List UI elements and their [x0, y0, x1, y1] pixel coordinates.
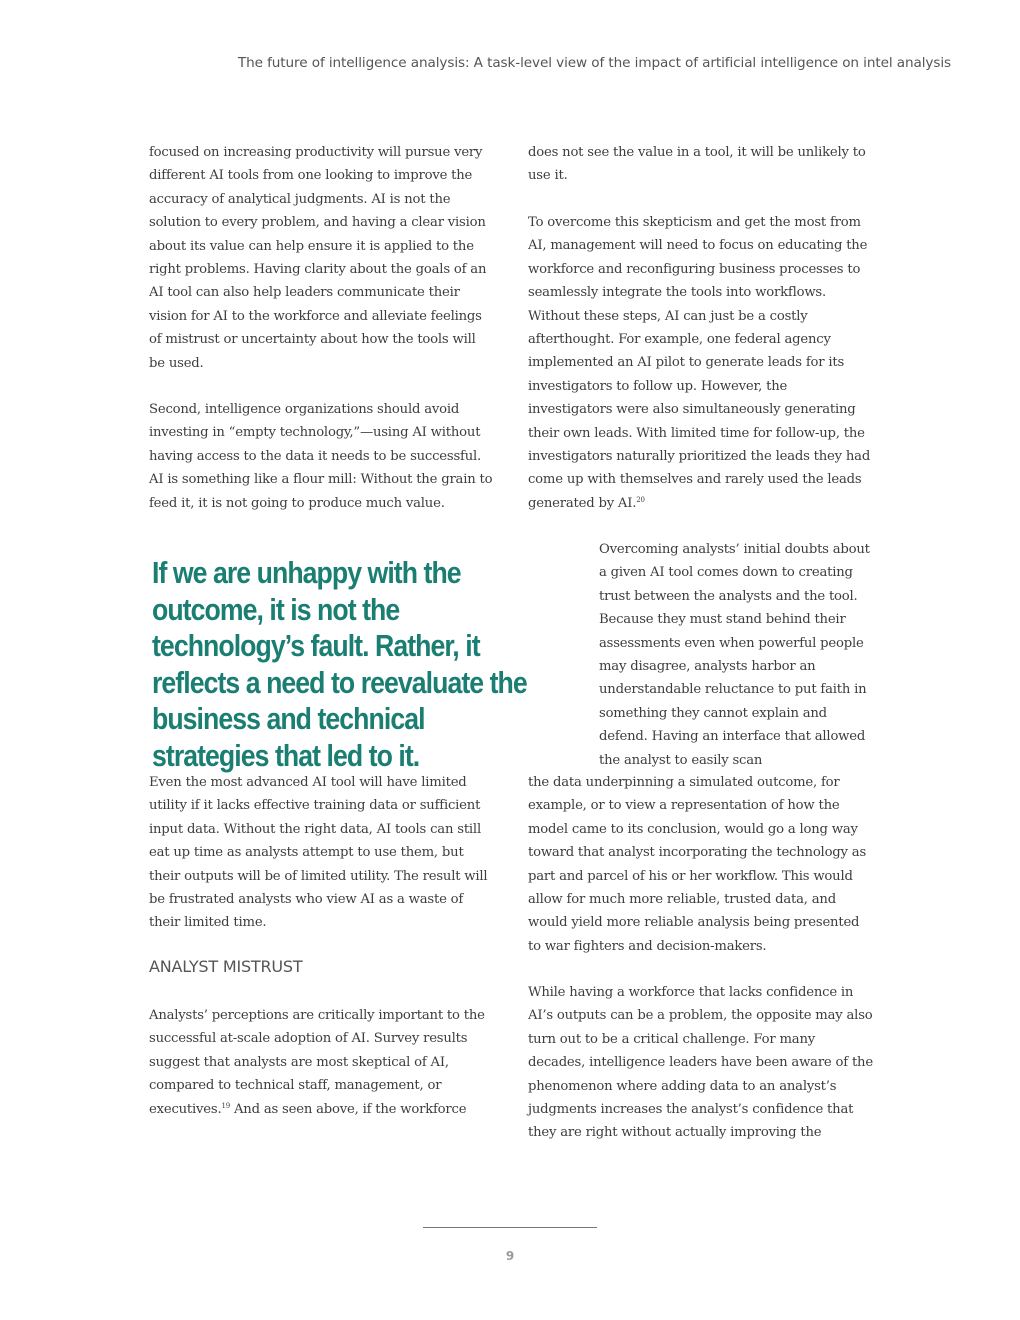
right-paragraph-4: While having a workforce that lacks confidence in AI’s outputs can be a problem, the opposite may also turn out to be a critical challenge. For many decades, intelligence leaders have been aware of the phenomenon where adding data to an analyst’s judgments increases the analyst’s confidence that they are right without actually improving the [528, 985, 873, 1141]
left-paragraph-3: Even the most advanced AI tool will have limited utility if it lacks effective training data or sufficient input data. Without the right data, AI tools can still eat up time as analysts attempt to use them, but their outputs will be of limited utility. The result will be frustrated analysts who view AI as a waste of their limited time. [149, 775, 488, 931]
right-paragraph-3-continued: the data underpinning a simulated outcome, for example, or to view a representation of how the model came to its conclusion, would go a long way toward that analyst incorporating the technology as part and parcel of his or her workflow. This would allow for much more reliable, trusted data, and would yield more reliable analysis being presented to war fighters and decision-makers. [528, 775, 867, 954]
right-paragraph-2-text: To overcome this skepticism and get the most from AI, management will need to focus on educating the workforce and reconfiguring business processes to seamlessly integrate the tools into workflows. Without these steps, AI can just be a costly afterthought. For example, one federal agency implemented an AI pilot to generate leads for its investigators to follow up. However, the investigators were also simultaneously generating their own leads. With limited time for follow-up, the investigators naturally prioritized the leads they had come up with themselves and rarely used the leads generated by AI. [528, 215, 871, 511]
page-number: 9 [505, 1249, 515, 1263]
right-paragraph-2 [528, 211, 873, 515]
endnote-19: 19 [221, 1101, 230, 1110]
right-paragraph-1: does not see the value in a tool, it will be unlikely to use it. [528, 145, 866, 184]
left-paragraph-4-text: Analysts’ perceptions are critically important to the successful at-scale adoption of AI. Survey results suggest that analysts are most skeptical of AI, compared to technical staff, management, or executives. [149, 1008, 485, 1117]
section-heading-analyst-mistrust: ANALYST MISTRUST [149, 957, 303, 976]
footer-divider [423, 1227, 597, 1228]
right-paragraph-3-wrapped: Overcoming analysts’ initial doubts about a given AI tool comes down to creating trust between the analysts and the tool. Because they must stand behind their assessments even when powerful people may disagree, analysts harbor an understandable reluctance to put faith in something they cannot explain and defend. Having an interface that allowed the analyst to easily scan [599, 542, 870, 768]
left-paragraph-2: Second, intelligence organizations should avoid investing in “empty technology,”—using AI without having access to the data it needs to be successful. AI is something like a flour mill: Without the grain to feed it, it is not going to produce much value. [149, 402, 493, 511]
left-paragraph-1: focused on increasing productivity will pursue very different AI tools from one looking to improve the accuracy of analytical judgments. AI is not the solution to every problem, and having a clear vision about its value can help ensure it is applied to the right problems. Having clarity about the goals of an AI tool can also help leaders communicate their vision for AI to the workforce and alleviate feelings of mistrust or uncertainty about how the tools will be used. [149, 145, 487, 371]
left-paragraph-4 [149, 1004, 494, 1121]
running-header: The future of intelligence analysis: A task-level view of the impact of artificial intelligence on intel analysis [237, 55, 951, 71]
endnote-20: 20 [636, 495, 645, 504]
left-paragraph-4-tail: And as seen above, if the workforce [229, 1101, 467, 1117]
pull-quote: If we are unhappy with the outcome, it is not the technology’s fault. Rather, it reflects a need to reevaluate the business and technical strategies that led to it. [152, 555, 527, 773]
